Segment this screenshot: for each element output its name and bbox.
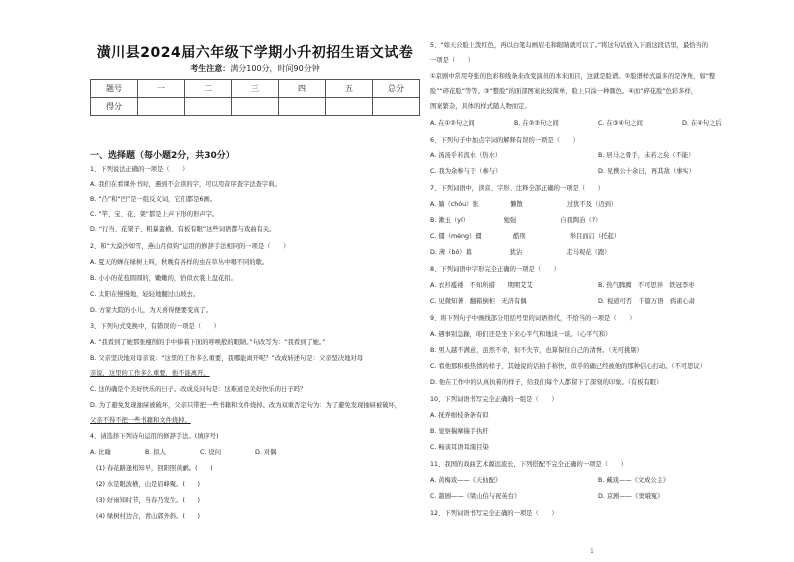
- question-line: 4、请选择下列诗句运用的修辞手法。(填序号): [90, 433, 219, 440]
- q5-option-a: A. 在①②句之间: [430, 120, 475, 127]
- question-line: (3) 好雨知时节，当春乃发生。( ): [96, 497, 200, 504]
- question-line: D. 为了避免发现抽屉被破坏，父亲只带把一些书籍和文件烧掉。改为双重否定句为：为了避免发现抽屉被破坏，: [90, 402, 402, 409]
- question-line: 7、下列词语中，读音、字形、注释全部正确的一项是（ ）: [430, 185, 605, 192]
- q8-option-c: C. 见微知著 翻箱倒柜 无济有偶: [430, 298, 527, 305]
- score-input-cell[interactable]: [373, 98, 420, 116]
- question-line: C. 僵（méng）僵 酷刑 举目而启（托起）: [430, 233, 621, 240]
- question-line: C. 这的确是个美好快乐的日子。改成反问句是：这难道是美好快乐的日子吗？: [90, 386, 307, 393]
- question-line: 亲说，这里的工作多么重要，他不能离开。: [90, 370, 210, 377]
- score-table-score-row: [91, 98, 420, 116]
- question-line: A. 抚弄细枝条条有似: [430, 412, 489, 419]
- question-line: B. 父亲坚决地对母亲说：“这里的工作多么重要，我哪能离开呢？”改成转述句是：父亲坚决地对母: [90, 355, 364, 362]
- question-line: B. 男人越不满意，虽然不幸，但不失节，也算保住自己的清誉。（无可挑剔）: [430, 347, 643, 354]
- page-title: 潢川县2024届六年级下学期小升初招生语文试卷: [96, 45, 414, 61]
- exam-notice: [90, 63, 420, 74]
- question-line: (1) 春花路逢相知早，回阳照黄鹂。( ): [96, 465, 213, 472]
- question-line: B. “凸”和“凹”是一组反义词，它们都是6画。: [90, 196, 217, 203]
- score-cell: 二: [185, 80, 232, 98]
- score-input-cell[interactable]: [279, 98, 326, 116]
- question-line: C. 太阳在慢慢地，轻轻地翻过山坡去。: [90, 291, 200, 298]
- q5-option-d: D. 在④句之后: [682, 120, 722, 127]
- question-line: ①京剧中常用夸张的色彩和线条来改变演员的本来面目，这就是脸谱。②脸谱样式最多的是净角，如“整: [430, 73, 716, 80]
- question-line: 2、和“大漠沙如雪，燕山月似钩”运用的修辞手法相同的一项是（ ）: [90, 243, 290, 250]
- notice-text: 满分100分，时间90分钟: [230, 64, 320, 73]
- question-line: A. 夏天的蝉在绿树上叫，秋晚有各样的虫在草丛中唱不同的歌。: [90, 259, 269, 266]
- page-number: 1: [590, 548, 594, 555]
- score-cell: 五: [326, 80, 373, 98]
- q6-option-d: D. 见携公十余日，再其敌（事实）: [598, 168, 696, 175]
- question-line: C. 看他那积极热情的样子，其她说的话拍手称快，似乎的确已经被他的那种信心打动。（不可思议）: [430, 363, 707, 370]
- score-input-cell[interactable]: [326, 98, 373, 116]
- score-table: [90, 79, 420, 116]
- q8-option-a: A. 衣衫褴褛 不知所措 期期艾艾: [430, 282, 533, 289]
- question-line: 父亲不得不把一些书籍和文件烧掉。: [90, 417, 191, 424]
- q8-option-b: B. 热气腾腾 不可思异 铁冠李枣: [598, 282, 695, 289]
- question-line: 脸”“碎花脸”等等。③“整脸”的面部图案比较简单，脸上只涂一种颜色。④而“碎花脸”色彩多样，: [430, 88, 698, 95]
- question-line: C. “竿、宝、花、架”都是上声下形的形声字。: [90, 211, 219, 218]
- score-table-header-row: [91, 80, 420, 98]
- q11-option-b: B. 藏戏——《文成公主》: [598, 477, 670, 484]
- question-line: D. 他在工作中的认真执着的样子，给我们每个人都留下了深刻的印象。（有板有眼）: [430, 379, 663, 386]
- q11-option-c: C. 越剧——《梁山伯与祝英台》: [430, 493, 521, 500]
- section-title: 一、选择题（每小题2分，共30分）: [90, 151, 235, 161]
- q6-option-b: B. 居马之骨手，未若之矣（不能）: [598, 152, 695, 159]
- score-input-cell[interactable]: [138, 98, 185, 116]
- q6-option-a: A. 汤汤乎若流水（热水）: [430, 152, 502, 159]
- q11-option-a: A. 黄梅戏——《天仙配》: [430, 477, 502, 484]
- question-line: A. 躺（chóu）张 懒散 过犹不及（迈到）: [430, 201, 618, 208]
- question-line: A. 我们在看课外书时，遇到不会读的字，可以用音序查字法查字典。: [90, 181, 281, 188]
- question-line: C. 畅谈耳语耳濡目染: [430, 444, 489, 451]
- q4-option-b: B. 拟人: [145, 449, 166, 456]
- question-line: A. 遇事别急躁，咱们还是坐下来心平气和地谈一谈。（心平气和）: [430, 331, 612, 338]
- score-cell: 题号: [91, 80, 138, 98]
- q4-option-c: C. 设问: [200, 449, 221, 456]
- score-cell: 得分: [91, 98, 138, 116]
- question-line: D. 薄（bó）暮 犹沾 走马观花（跑）: [430, 249, 611, 256]
- question-line: 10、下列词语书写完全正确的一组是（ ）: [430, 396, 558, 403]
- question-line: 12、下列词语书写完全正确的一项是（ ）: [430, 510, 558, 517]
- question-line: A. “我看到了她那张瘦削的手中捧着下面的呼唤般的眼睛。”句改写为：“我看到了她。”: [90, 339, 326, 346]
- q4-option-a: A. 比喻: [90, 449, 111, 456]
- score-cell: 三: [232, 80, 279, 98]
- question-line: D. 方家大院的小儿，为天喜得便要变真了。: [90, 307, 213, 314]
- question-line: D. “行当、花架子、粗暴蛮横、有板有眼”这些词语都与戏曲有关。: [90, 226, 276, 233]
- q4-option-d: D. 对偶: [255, 449, 277, 456]
- score-cell: 四: [279, 80, 326, 98]
- score-input-cell[interactable]: [185, 98, 232, 116]
- question-line: (2) 水是眼波横，山是眉峰聚。( ): [96, 481, 200, 488]
- q8-option-d: D. 视道可否 千篇万语 鸦雀心肃: [598, 298, 696, 305]
- question-line: 一项是（ ）: [430, 57, 475, 64]
- notice-label: 考生注意：: [190, 64, 231, 73]
- question-line: B. 漱玉（yí） 勉强 自我陶冶（?）: [430, 217, 602, 224]
- q11-option-d: D. 京剧——《窦娥冤》: [598, 493, 664, 500]
- question-line: (4) 绿树村边合，青山郭外斜。( ): [96, 513, 200, 520]
- score-cell: 一: [138, 80, 185, 98]
- question-line: 5、“如天公脸上泼红色，再以白笔勾画眉毛和眼睛就可以了。”将这句话放入下面这段话里，最恰当的: [430, 42, 709, 49]
- question-line: 6、下列句子中加点字词的解释有误的一项是（ ）: [430, 137, 579, 144]
- q5-option-b: B. 在②③句之间: [514, 120, 559, 127]
- score-cell: 总分: [373, 80, 420, 98]
- question-line: 1、下列说法正确的一项是（ ）: [90, 166, 189, 173]
- q5-option-c: C. 在③④句之间: [598, 120, 643, 127]
- score-input-cell[interactable]: [232, 98, 279, 116]
- question-line: B. 觉察揣摩揣手执杆: [430, 428, 489, 435]
- question-line: B. 小小的花苞圆圆的，嫩嫩的，恰似衣裳上盘花扣。: [90, 275, 237, 282]
- question-line: 11、我国的戏曲艺术源远流长，下列搭配不完全正确的一项是（ ）: [430, 461, 627, 468]
- q6-option-c: C. 我为余参与于（参与）: [430, 168, 502, 175]
- question-line: 3、下列句式变换中，有错误的一项是（ ）: [90, 323, 220, 330]
- question-line: 图案繁杂，具体的样式随人物而定。: [430, 103, 531, 110]
- question-line: 8、下列词语中字形完全正确的一项是（ ）: [430, 266, 560, 273]
- question-line: 9、将下列句子中画线部分用括号里的词语替代，不恰当的一项是（ ）: [430, 315, 636, 322]
